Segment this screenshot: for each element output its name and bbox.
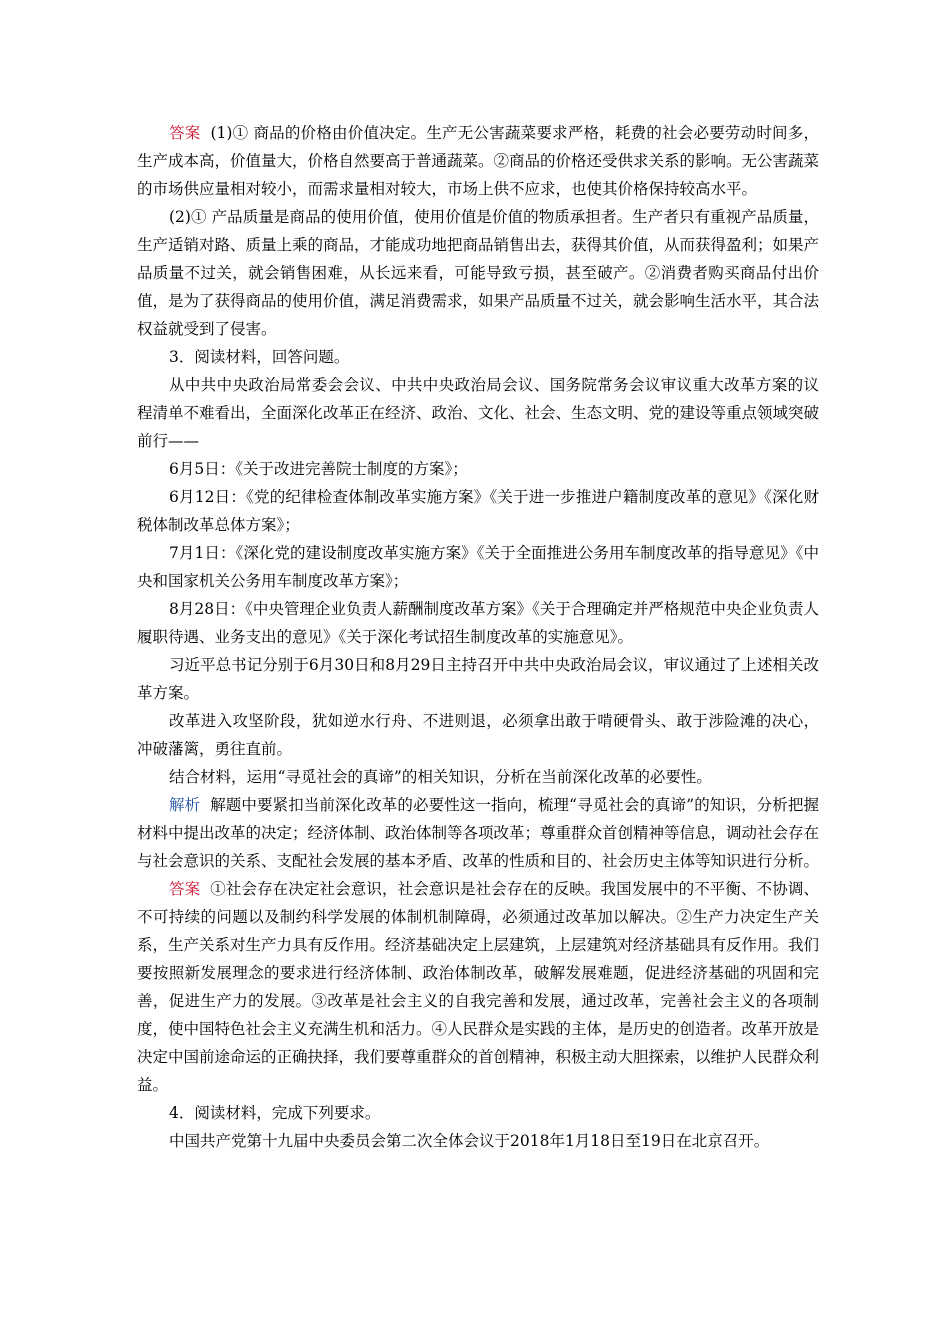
material-item-june5: 6月5日：《关于改进完善院士制度的方案》；: [169, 460, 468, 478]
material-intro: 从中共中央政治局常委会会议、中共中央政治局会议、国务院常务会议审议重大改革方案的议程清单不难看出，全面深化改革正在经济、政治、文化、社会、生态文明、党的建设等重点领域突破前行——: [137, 376, 820, 450]
question-3-heading: 3．阅读材料，回答问题。: [169, 348, 350, 366]
answer-paragraph-2: (2)① 产品质量是商品的使用价值，使用价值是价值的物质承担者。生产者只有重视产品质量，生产适销对路、质量上乘的商品，才能成功地把商品销售出去，获得其价值，从而获得盈利；如果产品质量不过关，就会销售困难，从长远来看，可能导致亏损，甚至破产。②消费者购买商品付出价值，是为了获得商品的使用价值，满足消费需求，如果产品质量不过关，就会影响生活水平，其合法权益就受到了侵害。: [137, 208, 820, 338]
document-page: [137, 119, 819, 1155]
material-item-june12: 6月12日：《党的纪律检查体制改革实施方案》《关于进一步推进户籍制度改革的意见》《深化财税体制改革总体方案》；: [137, 488, 819, 534]
material-paragraph-meetings: 习近平总书记分别于6月30日和8月29日主持召开中共中央政治局会议，审议通过了上述相关改革方案。: [137, 656, 819, 702]
question-4-heading: 4．阅读材料，完成下列要求。: [169, 1104, 381, 1122]
question-4-material: 中国共产党第十九届中央委员会第二次全体会议于2018年1月18日至19日在北京召开。: [169, 1132, 770, 1150]
answer-tag: 答案: [169, 124, 201, 142]
material-paragraph-reform: 改革进入攻坚阶段，犹如逆水行舟、不进则退，必须拿出敢于啃硬骨头、敢于涉险滩的决心，冲破藩篱，勇往直前。: [137, 712, 819, 758]
question-3-prompt: 结合材料，运用“寻觅社会的真谛”的相关知识，分析在当前深化改革的必要性。: [169, 768, 712, 786]
material-item-aug28: 8月28日：《中央管理企业负责人薪酬制度改革方案》《关于合理确定并严格规范中央企业负责人履职待遇、业务支出的意见》《关于深化考试招生制度改革的实施意见》。: [137, 600, 819, 646]
answer-paragraph-3: [137, 875, 819, 1099]
answer-paragraph-1: [137, 119, 819, 203]
answer-text: ①社会存在决定社会意识，社会意识是社会存在的反映。我国发展中的不平衡、不协调、不可持续的问题以及制约科学发展的体制机制障碍，必须通过改革加以解决。②生产力决定生产关系，生产关系对生产力具有反作用。经济基础决定上层建筑，上层建筑对经济基础具有反作用。我们要按照新发展理念的要求进行经济体制、政治体制改革，破解发展难题，促进经济基础的巩固和完善，促进生产力的发展。③改革是社会主义的自我完善和发展，通过改革，完善社会主义的各项制度，使中国特色社会主义充满生机和活力。④人民群众是实践的主体，是历史的创造者。改革开放是决定中国前途命运的正确抉择，我们要尊重群众的首创精神，积极主动大胆探索，以维护人民群众利益。: [137, 880, 820, 1094]
answer-text: (1)① 商品的价格由价值决定。生产无公害蔬菜要求严格，耗费的社会必要劳动时间多，生产成本高，价值量大，价格自然要高于普通蔬菜。②商品的价格还受供求关系的影响。无公害蔬菜的市场供应量相对较小，而需求量相对较大，市场上供不应求，也使其价格保持较高水平。: [137, 124, 820, 198]
analysis-text: 解题中要紧扣当前深化改革的必要性这一指向，梳理“寻觅社会的真谛”的知识，分析把握材料中提出改革的决定；经济体制、政治体制等各项改革；尊重群众首创精神等信息，调动社会存在与社会意识的关系、支配社会发展的基本矛盾、改革的性质和目的、社会历史主体等知识进行分析。: [137, 796, 820, 870]
analysis-tag: 解析: [169, 796, 201, 814]
material-item-july1: 7月1日：《深化党的建设制度改革实施方案》《关于全面推进公务用车制度改革的指导意见》《中央和国家机关公务用车制度改革方案》；: [137, 544, 819, 590]
analysis-paragraph: [137, 791, 819, 875]
answer-tag: 答案: [169, 880, 201, 898]
